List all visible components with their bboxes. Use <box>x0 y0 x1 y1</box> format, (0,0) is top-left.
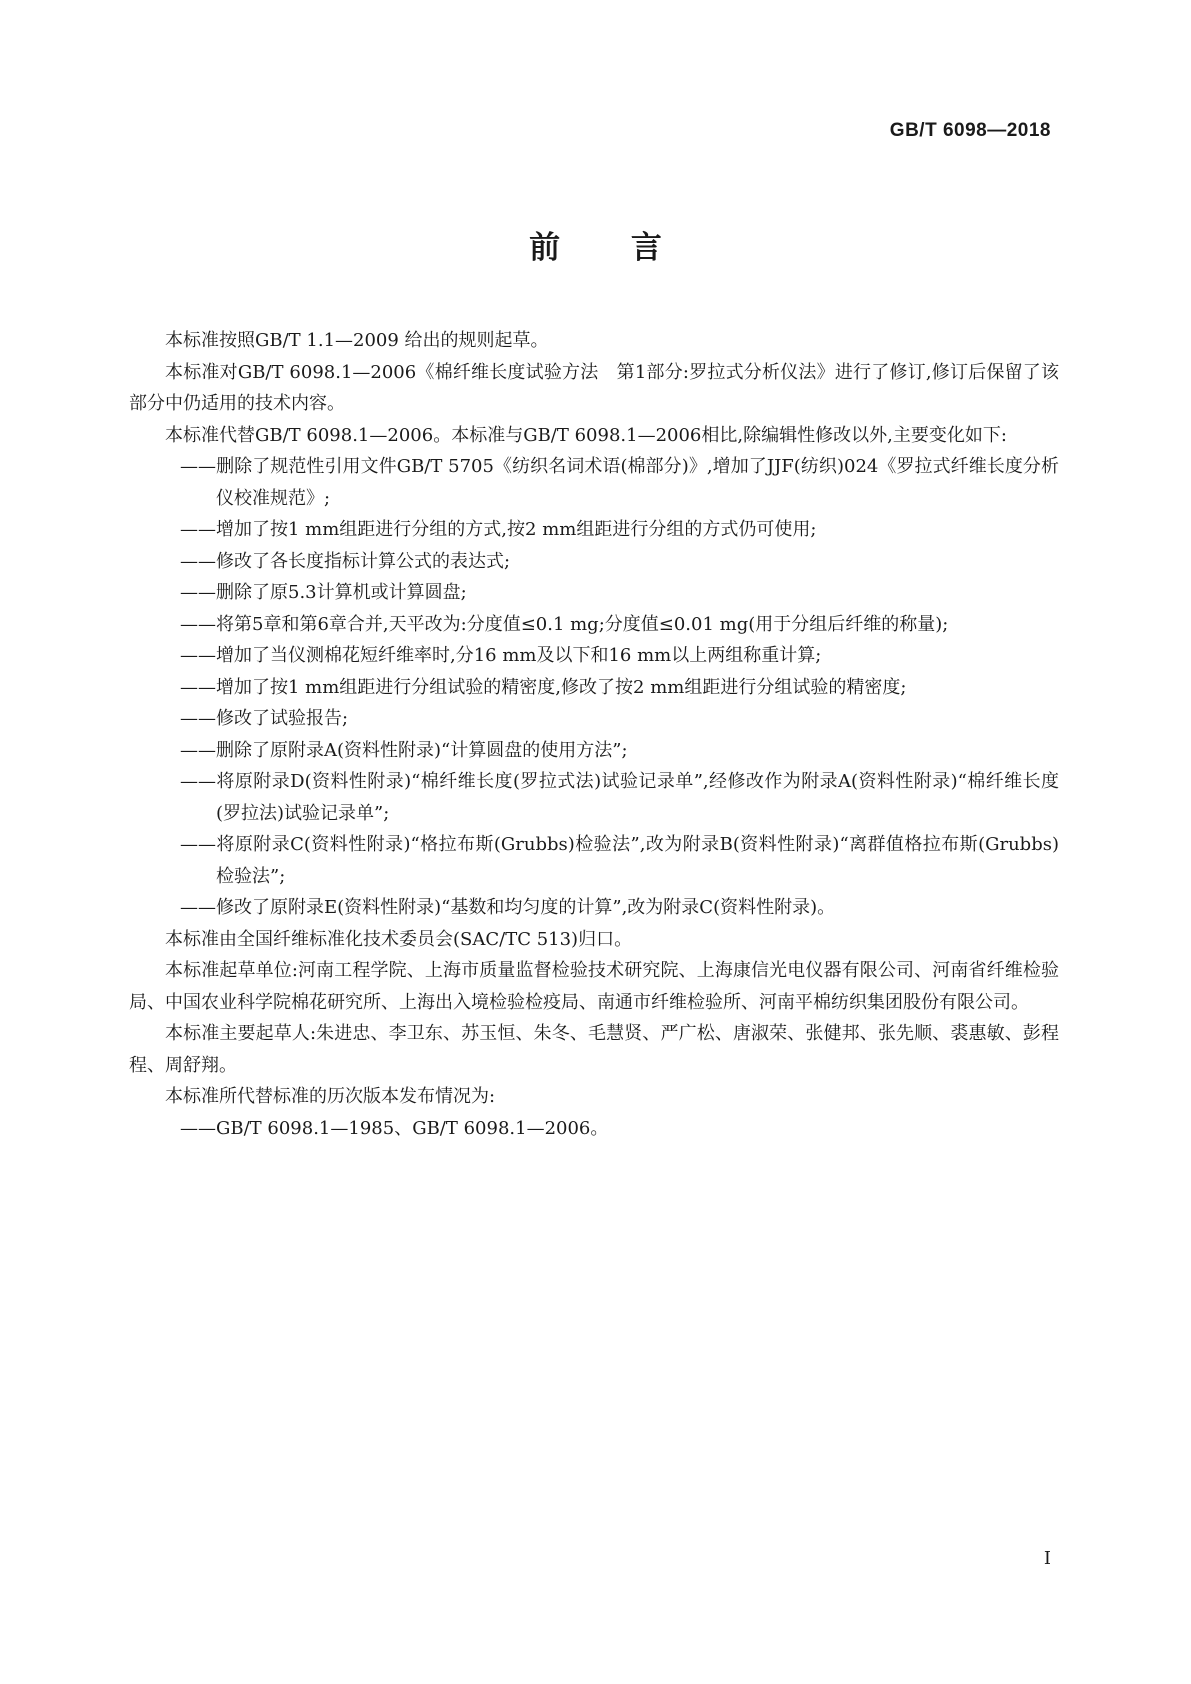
change-item-text: 删除了原5.3计算机或计算圆盘; <box>216 582 467 603</box>
change-item-text: 修改了原附录E(资料性附录)“基数和均匀度的计算”,改为附录C(资料性附录)。 <box>216 897 836 918</box>
change-item-text: 将第5章和第6章合并,天平改为:分度值≤0.1 mg;分度值≤0.01 mg(用于分组后纤维的称量); <box>216 613 949 635</box>
paragraph-committee: 本标准由全国纤维标准化技术委员会(SAC/TC 513)归口。 <box>165 928 633 950</box>
dash-marker: —— <box>180 1117 216 1139</box>
dash-marker: —— <box>180 456 216 477</box>
dash-marker: —— <box>180 676 216 698</box>
dash-marker: —— <box>180 582 216 603</box>
change-item-text: 增加了按1 mm组距进行分组的方式,按2 mm组距进行分组的方式仍可使用; <box>216 519 817 540</box>
change-item <box>129 451 1059 514</box>
dash-marker: —— <box>180 739 216 761</box>
change-item-text: 删除了规范性引用文件GB/T 5705《纺织名词术语(棉部分)》,增加了JJF(纺织)024《罗拉式纤维长度分析仪校准规范》; <box>216 456 1059 509</box>
dash-marker: —— <box>180 771 216 792</box>
change-item <box>129 609 1059 641</box>
paragraph-drafting-rules: 本标准按照GB/T 1.1—2009 给出的规则起草。 <box>165 330 549 351</box>
dash-marker: —— <box>180 897 216 918</box>
paragraph-revision: 本标准对GB/T 6098.1—2006《棉纤维长度试验方法 第1部分:罗拉式分析仪法》进行了修订,修订后保留了该部分中仍适用的技术内容。 <box>129 361 1059 414</box>
change-item-text: 删除了原附录A(资料性附录)“计算圆盘的使用方法”; <box>216 739 628 761</box>
change-item-text: 修改了各长度指标计算公式的表达式; <box>216 550 511 572</box>
foreword-body <box>129 325 1059 1144</box>
change-item <box>129 577 1059 609</box>
dash-marker: —— <box>180 613 216 635</box>
standard-number: GB/T 6098—2018 <box>889 120 1051 141</box>
dash-marker: —— <box>180 708 216 729</box>
change-item <box>129 735 1059 767</box>
change-item-text: 增加了按1 mm组距进行分组试验的精密度,修改了按2 mm组距进行分组试验的精密度; <box>216 676 907 698</box>
history-item-text: GB/T 6098.1—1985、GB/T 6098.1—2006。 <box>216 1117 609 1139</box>
dash-marker: —— <box>180 645 216 666</box>
change-item-text: 将原附录C(资料性附录)“格拉布斯(Grubbs)检验法”,改为附录B(资料性附录)“离群值格拉布斯(Grubbs)检验法”; <box>216 834 1059 887</box>
page-number: I <box>1043 1548 1051 1569</box>
history-item <box>129 1113 1059 1145</box>
change-item <box>129 829 1059 892</box>
change-item-text: 将原附录D(资料性附录)“棉纤维长度(罗拉式法)试验记录单”,经修改作为附录A(资料性附录)“棉纤维长度(罗拉法)试验记录单”; <box>216 771 1059 824</box>
dash-marker: —— <box>180 519 216 540</box>
change-item <box>129 766 1059 829</box>
change-item <box>129 703 1059 735</box>
paragraph-drafters: 本标准主要起草人:朱进忠、李卫东、苏玉恒、朱冬、毛慧贤、严广松、唐淑荣、张健邦、张先顺、裘惠敏、彭程程、周舒翔。 <box>129 1023 1059 1076</box>
change-item-text: 修改了试验报告; <box>216 708 349 729</box>
change-item <box>129 672 1059 704</box>
paragraph-version-history: 本标准所代替标准的历次版本发布情况为: <box>165 1086 496 1107</box>
paragraph-drafting-units: 本标准起草单位:河南工程学院、上海市质量监督检验技术研究院、上海康信光电仪器有限公司、河南省纤维检验局、中国农业科学院棉花研究所、上海出入境检验检疫局、南通市纤维检验所、河南平棉纺织集团股份有限公司。 <box>129 960 1059 1013</box>
dash-marker: —— <box>180 834 216 855</box>
change-item <box>129 546 1059 578</box>
change-item <box>129 640 1059 672</box>
paragraph-replacement: 本标准代替GB/T 6098.1—2006。本标准与GB/T 6098.1—2006相比,除编辑性修改以外,主要变化如下: <box>165 424 1007 446</box>
change-item-text: 增加了当仪测棉花短纤维率时,分16 mm及以下和16 mm以上两组称重计算; <box>216 645 822 666</box>
page-title: 前 言 <box>529 230 692 266</box>
change-item <box>129 892 1059 924</box>
dash-marker: —— <box>180 550 216 572</box>
change-item <box>129 514 1059 546</box>
